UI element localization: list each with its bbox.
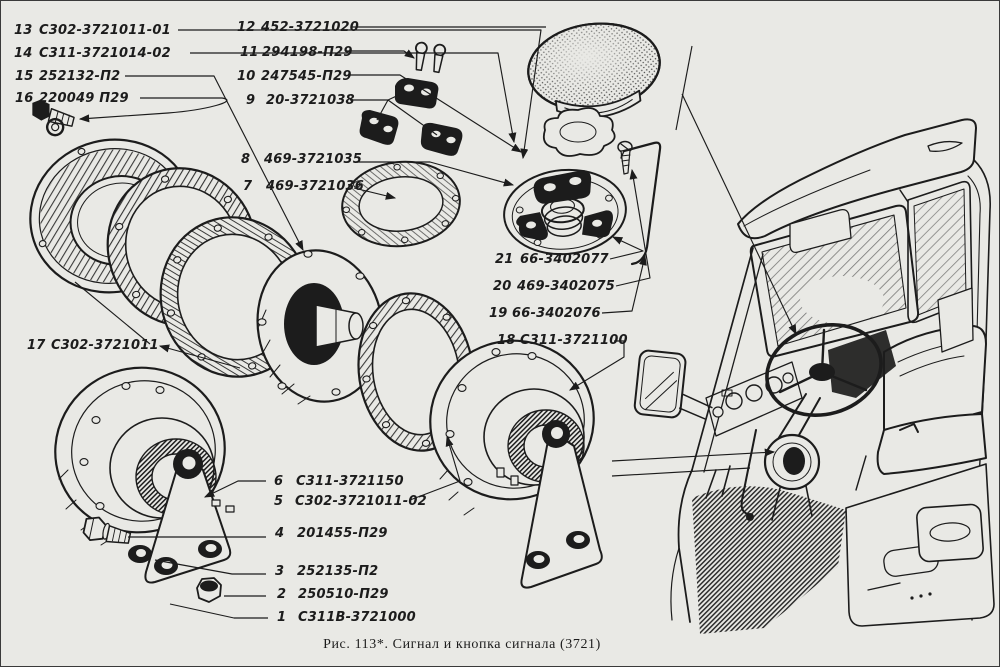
part-6-number: 6 [274,474,284,489]
part-9-code: 20-3721038 [266,93,355,108]
part-14-number: 14 [14,46,33,61]
part-3-number: 3 [275,564,285,579]
button-base-drawing [501,165,630,259]
part-8-number: 8 [241,152,251,167]
flange-ring-drawing [338,156,464,252]
part-5-code: С302-3721011-02 [295,494,427,509]
figure-caption: Рис. 113*. Сигнал и кнопка сигнала (3721) [323,637,601,652]
part-7-code: 469-3721036 [266,179,365,194]
part-16-code: 220049 П29 [39,91,129,106]
part-16-number: 16 [15,91,34,106]
door-panel [916,504,984,562]
mirror [634,350,717,422]
part-11-number: 11 [240,45,259,60]
part-2-number: 2 [277,587,287,602]
screw-drawing [618,142,632,175]
part-18-code: С311-3721100 [520,333,628,348]
part-17-number: 17 [27,338,46,353]
cab-floor [692,486,846,634]
part-20-number: 20 [493,279,512,294]
part-7-number: 7 [243,179,253,194]
part-8-code: 469-3721035 [264,152,363,167]
part-21-number: 21 [495,252,514,267]
part-3-code: 252135-П2 [297,564,379,579]
part-5-number: 5 [274,494,284,509]
part-4-number: 4 [275,526,285,541]
part-20-code: 469-3402075 [517,279,616,294]
part-13-code: С302-3721011-01 [39,23,171,38]
nut-drawing [197,578,221,602]
rivets-drawing [413,42,446,73]
part-1-number: 1 [277,610,287,625]
part-12-number: 12 [237,20,256,35]
part-18-number: 18 [497,333,516,348]
part-4-code: 201455-П29 [297,526,388,541]
washer-drawing [128,545,152,563]
part-11-code: 294198-П29 [262,45,353,60]
part-12-code: 452-3721020 [261,20,360,35]
part-19-number: 19 [489,306,508,321]
part-1-code: С311В-3721000 [298,610,416,625]
part-15-code: 252132-П2 [39,69,121,84]
part-21-code: 66-3402077 [520,252,609,267]
part-10-number: 10 [237,69,256,84]
windshield [751,206,918,357]
part-6-code: С311-3721150 [296,474,404,489]
part-10-code: 247545-П29 [261,69,352,84]
part-9-number: 9 [246,93,256,108]
part-15-number: 15 [15,69,34,84]
part-14-code: С311-3721014-02 [39,46,171,61]
truck-cab-drawing [634,119,994,634]
part-19-code: 66-3402076 [512,306,601,321]
part-2-code: 250510-П29 [298,587,389,602]
part-17-code: С302-3721011 [51,338,159,353]
part-13-number: 13 [14,23,33,38]
